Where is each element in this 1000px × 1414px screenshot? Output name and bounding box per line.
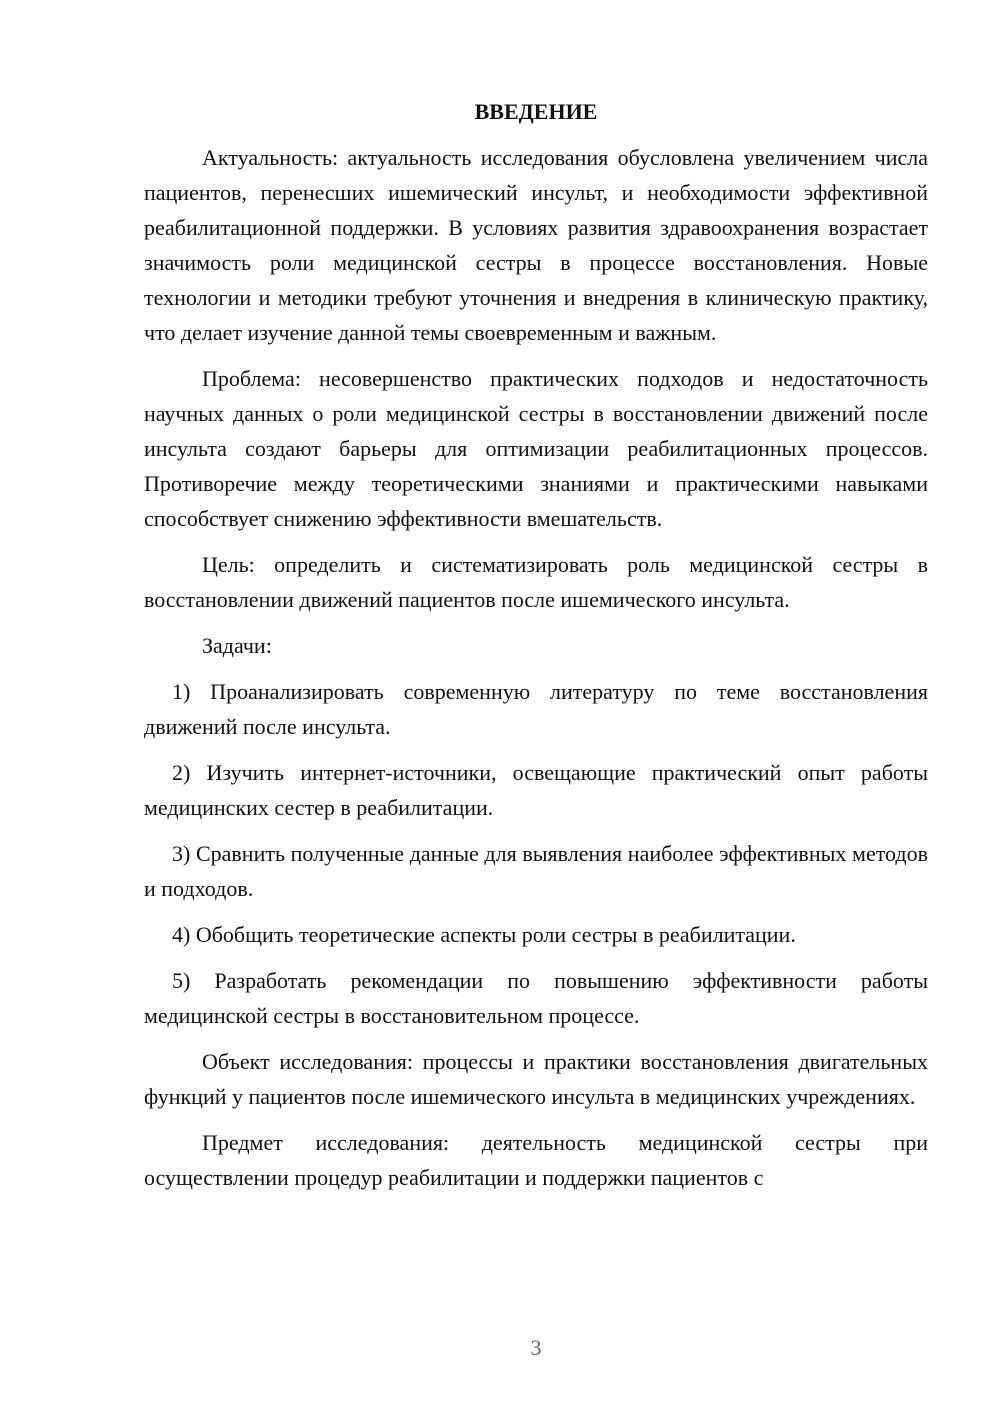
task-item-2: 2) Изучить интернет-источники, освещающие практический опыт работы медицинских сестер в реабилитации. [144,760,928,820]
section-heading: ВВЕДЕНИЕ [474,99,598,124]
paragraph-problem: Проблема: несовершенство практических подходов и недостаточность научных данных о роли медицинской сестры в восстановлении движений после инсульта создают барьеры для оптимизации реабилитационных процессов. Противоречие между теоретическими знаниями и практическими навыками способствует снижению эффективности вмешательств. [144,366,928,531]
task-item-1: 1) Проанализировать современную литературу по теме восстановления движений после инсульта. [144,679,928,739]
tasks-label: Задачи: [202,633,272,658]
paragraph-object: Объект исследования: процессы и практики восстановления двигательных функций у пациентов после ишемического инсульта в медицинских учреждениях. [144,1049,928,1109]
page-number: 3 [530,1335,542,1360]
paragraph-subject: Предмет исследования: деятельность медицинской сестры при осуществлении процедур реабилитации и поддержки пациентов с [144,1130,928,1190]
task-item-4: 4) Обобщить теоретические аспекты роли сестры в реабилитации. [172,922,796,947]
paragraph-relevance: Актуальность: актуальность исследования обусловлена увеличением числа пациентов, перенесших ишемический инсульт, и необходимости эффективной реабилитационной поддержки. В условиях развития здравоохранения возрастает значимость роли медицинской сестры в процессе восстановления. Новые технологии и методики требуют уточнения и внедрения в клиническую практику, что делает изучение данной темы своевременным и важным. [144,145,928,345]
page-content [144,94,928,1195]
paragraph-goal: Цель: определить и систематизировать роль медицинской сестры в восстановлении движений пациентов после ишемического инсульта. [144,552,928,612]
task-item-5: 5) Разработать рекомендации по повышению эффективности работы медицинской сестры в восстановительном процессе. [144,968,928,1028]
task-item-3: 3) Сравнить полученные данные для выявления наиболее эффективных методов и подходов. [144,841,928,901]
